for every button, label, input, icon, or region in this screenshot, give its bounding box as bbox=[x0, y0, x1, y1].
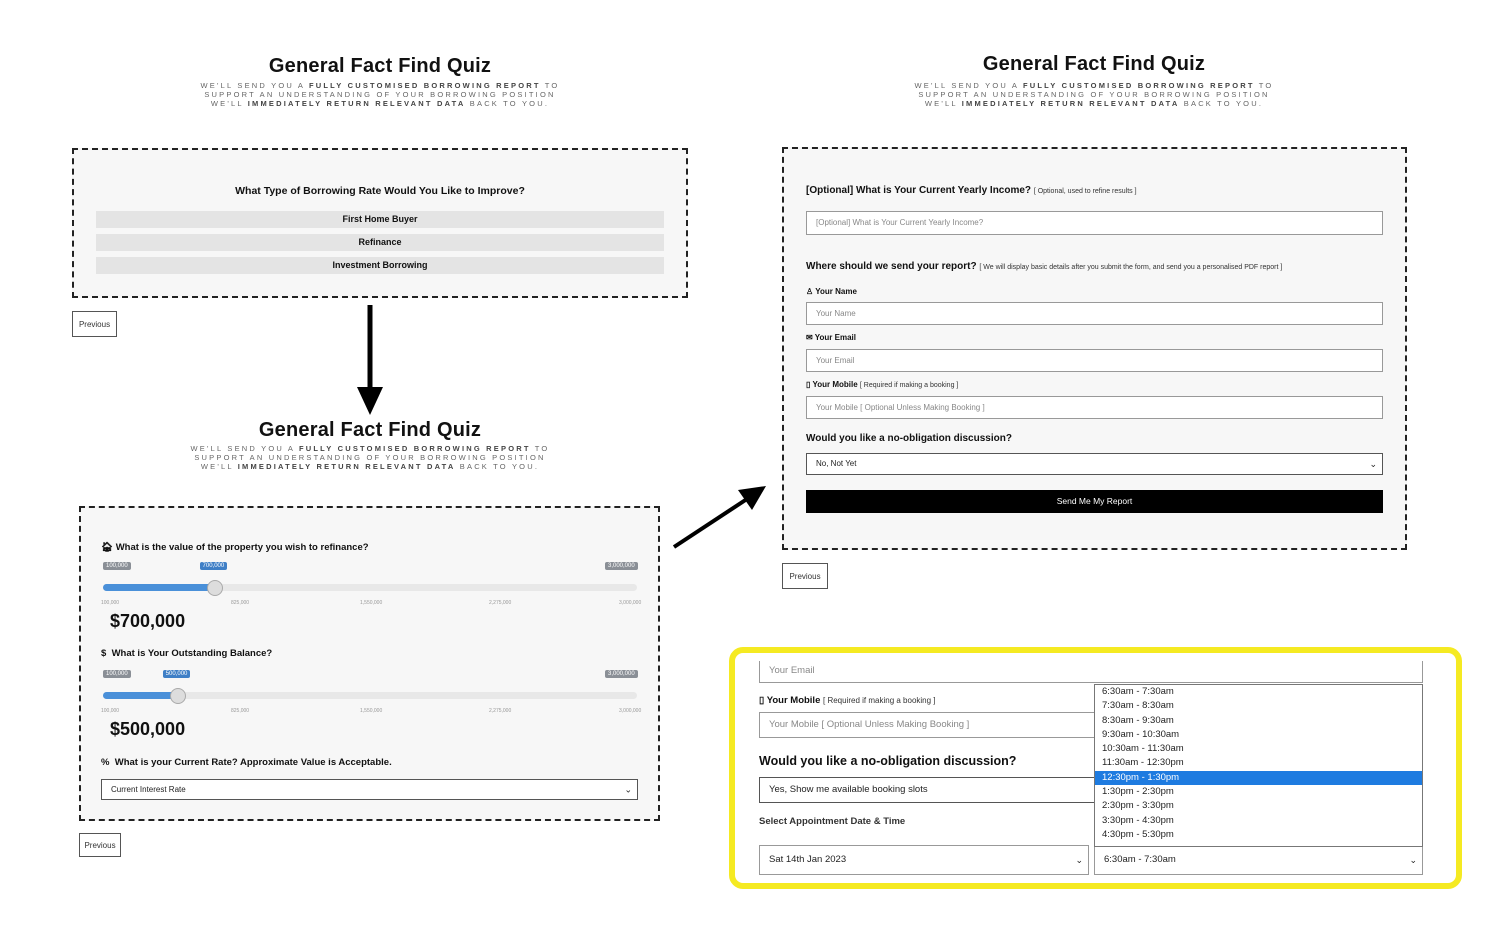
previous-button[interactable]: Previous bbox=[79, 833, 121, 857]
time-option[interactable]: 9:30am - 10:30am bbox=[1102, 728, 1180, 740]
appointment-time-dropdown bbox=[1094, 684, 1423, 847]
quiz-subtitle: WE'LL SEND YOU A FULLY CUSTOMISED BORROWING REPORT TO SUPPORT AN UNDERSTANDING OF YOUR BORROWING POSITION WE'LL IMMEDIATELY RETURN RELEVANT DATA BACK TO YOU. bbox=[200, 81, 560, 108]
time-option[interactable]: 2:30pm - 3:30pm bbox=[1102, 800, 1174, 812]
highlight-booking-panel bbox=[729, 647, 1462, 889]
question-outstanding-balance: $ What is Your Outstanding Balance? bbox=[101, 648, 273, 659]
chevron-down-icon: ⌄ bbox=[1409, 855, 1417, 865]
time-option[interactable]: 4:30pm - 5:30pm bbox=[1102, 828, 1174, 840]
send-report-button[interactable]: Send Me My Report bbox=[806, 490, 1383, 513]
quiz-subtitle: WE'LL SEND YOU A FULLY CUSTOMISED BORROWING REPORT TO SUPPORT AN UNDERSTANDING OF YOUR BORROWING POSITION WE'LL IMMEDIATELY RETURN RELEVANT DATA BACK TO YOU. bbox=[190, 444, 550, 471]
balance-slider-handle[interactable] bbox=[170, 688, 186, 704]
balance-display: $500,000 bbox=[110, 719, 186, 739]
email-label: ✉︎ Your Email bbox=[806, 333, 856, 342]
mobile-label: ▯ Your Mobile [ Required if making a booking ] bbox=[759, 695, 936, 706]
current-rate-select[interactable]: Current Interest Rate ⌄ bbox=[101, 779, 638, 800]
slider-tick: 3,000,000 bbox=[619, 708, 642, 714]
question-send-report: Where should we send your report? [ We will display basic details after you submit the form, and send you a personalised PDF report ] bbox=[806, 261, 1283, 272]
home-icon: 🏠︎ bbox=[101, 542, 114, 553]
slider-tick: 1,550,000 bbox=[360, 708, 383, 714]
dollar-icon: $ bbox=[101, 648, 107, 659]
previous-button[interactable]: Previous bbox=[72, 311, 117, 337]
chevron-down-icon: ⌄ bbox=[1075, 855, 1083, 865]
mobile-label: ▯ Your Mobile [ Required if making a booking ] bbox=[806, 380, 959, 389]
slider-max-tag: 3,000,000 bbox=[605, 670, 638, 678]
mobile-field[interactable]: Your Mobile [ Optional Unless Making Booking ] bbox=[759, 712, 1423, 738]
envelope-icon: ✉︎ bbox=[806, 333, 813, 342]
property-value-slider-handle[interactable] bbox=[207, 580, 223, 596]
email-field[interactable]: Your Email bbox=[759, 661, 1423, 683]
slider-tick: 3,000,000 bbox=[619, 600, 642, 606]
flow-arrow-down-icon bbox=[355, 305, 385, 417]
question-discussion: Would you like a no-obligation discussion? bbox=[759, 754, 1017, 768]
mobile-phone-icon: ▯ bbox=[806, 380, 811, 389]
chevron-down-icon: ⌄ bbox=[1369, 459, 1377, 469]
appointment-time-select[interactable]: 6:30am - 7:30am ⌄ bbox=[1094, 845, 1423, 875]
slider-min-tag: 100,000 bbox=[103, 670, 131, 678]
percent-icon: % bbox=[101, 757, 110, 768]
discussion-select[interactable]: Yes, Show me available booking slots bbox=[759, 777, 1423, 803]
quiz-card-refinance bbox=[79, 506, 660, 821]
slider-tick: 2,275,000 bbox=[489, 600, 512, 606]
slider-tick: 2,275,000 bbox=[489, 708, 512, 714]
slider-tick: 825,000 bbox=[231, 708, 250, 714]
time-option[interactable]: 6:30am - 7:30am bbox=[1102, 686, 1174, 697]
slider-value-tag: 500,000 bbox=[163, 670, 191, 678]
quiz-title: General Fact Find Quiz bbox=[268, 55, 492, 77]
question-borrowing-type: What Type of Borrowing Rate Would You Like to Improve? bbox=[235, 185, 525, 197]
quiz-title: General Fact Find Quiz bbox=[258, 419, 482, 441]
slider-value-tag: 700,000 bbox=[200, 562, 228, 570]
balance-slider-fill bbox=[103, 692, 177, 699]
time-option[interactable]: 7:30am - 8:30am bbox=[1102, 700, 1174, 712]
mobile-field[interactable]: Your Mobile [ Optional Unless Making Booking ] bbox=[806, 396, 1383, 419]
slider-tick: 1,550,000 bbox=[360, 600, 383, 606]
yearly-income-input[interactable]: [Optional] What is Your Current Yearly Income? bbox=[806, 211, 1383, 235]
discussion-select[interactable]: No, Not Yet ⌄ bbox=[806, 453, 1383, 475]
quiz-subtitle: WE'LL SEND YOU A FULLY CUSTOMISED BORROWING REPORT TO SUPPORT AN UNDERSTANDING OF YOUR BORROWING POSITION WE'LL IMMEDIATELY RETURN RELEVANT DATA BACK TO YOU. bbox=[914, 81, 1274, 108]
slider-tick: 825,000 bbox=[231, 600, 250, 606]
slider-min-tag: 100,000 bbox=[103, 562, 131, 570]
question-current-rate: % What is your Current Rate? Approximate Value is Acceptable. bbox=[101, 757, 392, 768]
time-option[interactable]: 1:30pm - 2:30pm bbox=[1102, 786, 1174, 798]
option-refinance[interactable]: Refinance bbox=[96, 234, 664, 251]
time-option[interactable]: 10:30am - 11:30am bbox=[1102, 743, 1184, 755]
question-discussion: Would you like a no-obligation discussion? bbox=[806, 433, 1012, 444]
property-value-slider-fill bbox=[103, 584, 214, 591]
quiz-card-contact bbox=[782, 147, 1407, 550]
mobile-phone-icon: ▯ bbox=[759, 695, 765, 706]
user-icon: ♙︎ bbox=[806, 287, 814, 296]
property-value-display: $700,000 bbox=[110, 611, 186, 631]
chevron-down-icon: ⌄ bbox=[624, 784, 632, 794]
question-yearly-income: [Optional] What is Your Current Yearly Income? [ Optional, used to refine results ] bbox=[806, 185, 1137, 196]
quiz-title: General Fact Find Quiz bbox=[982, 53, 1206, 75]
time-option[interactable]: 3:30pm - 4:30pm bbox=[1102, 814, 1174, 826]
email-field[interactable]: Your Email bbox=[806, 349, 1383, 372]
appointment-label: Select Appointment Date & Time bbox=[759, 816, 906, 827]
option-investment-borrowing[interactable]: Investment Borrowing bbox=[96, 257, 664, 274]
name-field[interactable]: Your Name bbox=[806, 302, 1383, 325]
slider-max-tag: 3,000,000 bbox=[605, 562, 638, 570]
question-property-value: 🏠︎ What is the value of the property you wish to refinance? bbox=[101, 542, 369, 553]
time-option[interactable]: 8:30am - 9:30am bbox=[1102, 714, 1174, 726]
previous-button[interactable]: Previous bbox=[782, 563, 828, 589]
option-first-home-buyer[interactable]: First Home Buyer bbox=[96, 211, 664, 228]
name-label: ♙︎ Your Name bbox=[806, 287, 857, 296]
quiz-card-borrowing-type bbox=[72, 148, 688, 298]
slider-tick: 100,000 bbox=[101, 600, 120, 606]
flow-arrow-diagonal-icon bbox=[668, 478, 772, 554]
slider-tick: 100,000 bbox=[101, 708, 120, 714]
appointment-date-select[interactable]: Sat 14th Jan 2023 ⌄ bbox=[759, 845, 1089, 875]
time-option[interactable]: 12:30pm - 1:30pm bbox=[1095, 771, 1422, 785]
time-option[interactable]: 11:30am - 12:30pm bbox=[1102, 757, 1184, 769]
